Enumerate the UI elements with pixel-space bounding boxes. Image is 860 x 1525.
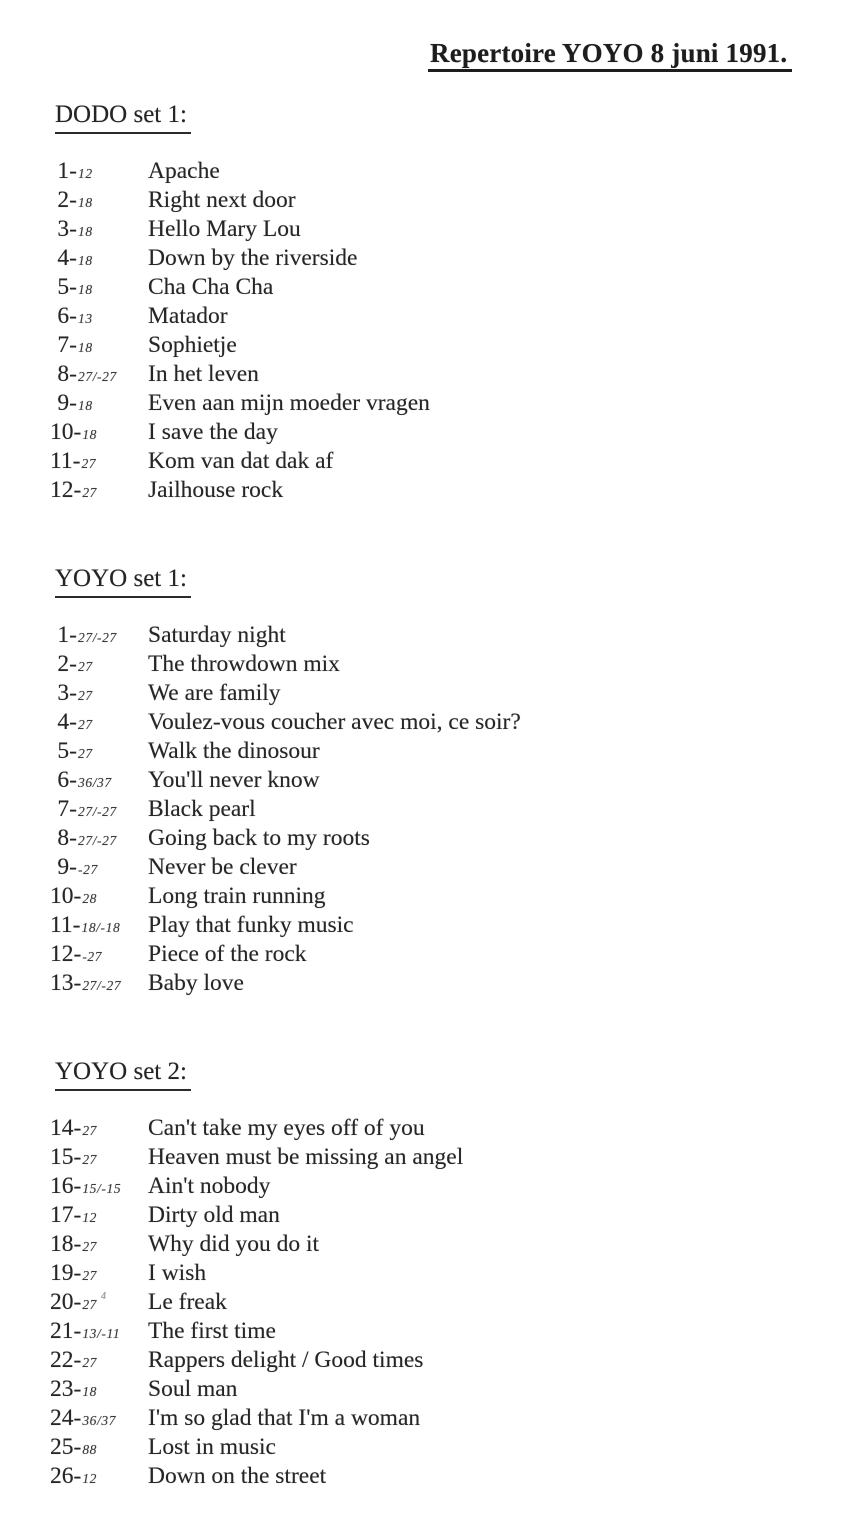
song-number-column [50,622,121,648]
page-title: Repertoire YOYO 8 juni 1991. [428,38,792,72]
song-number: 7- [57,796,77,822]
song-row [50,621,850,650]
song-number: 11- [50,448,81,474]
song-title: I save the day [148,419,278,445]
song-number-column [50,158,97,184]
song-sub-number: 18 [78,253,93,268]
song-title: Lost in music [148,1434,276,1460]
song-row [50,1172,850,1201]
song-sub-number: -27 [82,949,103,964]
song-number: 19- [50,1260,82,1286]
song-sub-number: 18/-18 [81,920,121,935]
song-sub-number: 12 [82,1210,98,1225]
song-sub-number: 27 [82,485,98,500]
song-title: Heaven must be missing an angel [148,1144,464,1170]
song-list [50,1114,850,1491]
song-row [50,1114,850,1143]
song-number-column [50,912,124,938]
song-row [50,476,850,505]
song-sub-number: 28 [82,891,98,906]
song-number: 24- [50,1405,82,1431]
song-title: In het leven [148,361,259,387]
song-number: 11- [50,912,81,938]
song-number-column [50,187,97,213]
pencil-mark: 4 [101,1291,107,1302]
song-title: Play that funky music [148,912,354,938]
song-number-column [50,419,101,445]
song-sub-number: 27/-27 [78,833,117,848]
set-heading-label: YOYO set 2: [55,1055,191,1091]
song-row [50,1375,850,1404]
song-title: Why did you do it [148,1231,320,1257]
song-row [50,157,850,186]
song-number-column [50,274,97,300]
song-title: Apache [148,158,220,184]
song-title: Piece of the rock [148,941,307,967]
song-sub-number: 27 [78,746,93,761]
song-sub-number: 12 [78,166,93,181]
song-sub-number: 27 [82,1152,98,1167]
song-sub-number: 27/-27 [78,630,117,645]
song-row [50,795,850,824]
set-heading-label: DODO set 1: [55,98,191,134]
song-sub-number: 18 [78,195,93,210]
song-title: Even aan mijn moeder vragen [148,390,430,416]
song-number: 3- [57,680,77,706]
song-number-column [50,390,97,416]
song-number-column [50,1144,101,1170]
song-number: 1- [57,158,77,184]
song-title: Black pearl [148,796,256,822]
song-title: Long train running [148,883,326,909]
song-row [50,679,850,708]
song-number-column [50,1405,120,1431]
song-number: 7- [57,332,77,358]
song-number-column [50,796,121,822]
song-number: 1- [57,622,77,648]
song-title: Saturday night [148,622,286,648]
song-title: Hello Mary Lou [148,216,301,242]
song-sub-number: 27 [82,1239,98,1254]
song-title: Dirty old man [148,1202,280,1228]
song-sub-number: 36/37 [78,775,112,790]
song-row [50,940,850,969]
song-number: 26- [50,1463,82,1489]
set-heading [55,98,850,134]
song-sub-number: 13 [78,311,93,326]
song-list [50,157,850,505]
song-title: I wish [148,1260,207,1286]
song-title: Cha Cha Cha [148,274,274,300]
song-title: Jailhouse rock [148,477,284,503]
song-number-column [50,361,121,387]
song-title: We are family [148,680,281,706]
song-title: I'm so glad that I'm a woman [148,1405,421,1431]
song-sub-number: 88 [82,1442,98,1457]
set-section [50,98,850,505]
song-number: 20- [50,1289,82,1315]
song-number: 25- [50,1434,82,1460]
song-number-column [50,1434,101,1460]
song-number-column [50,970,125,996]
song-number-column [50,883,101,909]
song-row [50,1288,850,1317]
song-sub-number: 12 [82,1471,98,1486]
song-row [50,969,850,998]
song-row [50,186,850,215]
song-sub-number: 27/-27 [78,804,117,819]
song-number: 8- [57,825,77,851]
song-title: Le freak [148,1289,227,1315]
song-number-column [50,767,116,793]
song-number: 5- [57,738,77,764]
song-number: 21- [50,1318,82,1344]
song-number: 6- [57,767,77,793]
song-row [50,1143,850,1172]
song-row [50,360,850,389]
song-number-column [50,1463,101,1489]
song-title: Kom van dat dak af [148,448,334,474]
song-sub-number: 18 [82,1384,98,1399]
song-row [50,1201,850,1230]
song-row [50,418,850,447]
song-title: Baby love [148,970,244,996]
song-sub-number: 18 [78,340,93,355]
song-row [50,244,850,273]
song-number-column [50,1173,125,1199]
song-row [50,1404,850,1433]
song-number: 15- [50,1144,82,1170]
song-number: 14- [50,1115,82,1141]
set-section [50,562,850,998]
song-number-column [50,1115,101,1141]
song-number: 5- [57,274,77,300]
song-number-column [50,680,97,706]
song-number-column [50,477,101,503]
song-row [50,882,850,911]
song-title: Voulez-vous coucher avec moi, ce soir? [148,709,521,735]
song-row [50,1259,850,1288]
song-sub-number: 18 [78,224,93,239]
song-number-column [50,1231,101,1257]
song-title: Down on the street [148,1463,327,1489]
song-number-column [50,709,97,735]
song-row [50,650,850,679]
song-number: 13- [50,970,82,996]
song-row [50,1317,850,1346]
song-number-column [50,738,97,764]
set-section [50,1055,850,1491]
song-sub-number: 27/-27 [82,978,122,993]
song-number-column [50,941,106,967]
song-number: 6- [57,303,77,329]
song-row [50,824,850,853]
song-sub-number: 27 [82,1123,98,1138]
song-number: 18- [50,1231,82,1257]
song-sub-number: 13/-11 [82,1326,121,1341]
song-row [50,766,850,795]
song-title: Matador [148,303,228,329]
song-sub-number: 27/-27 [78,369,117,384]
song-number: 3- [57,216,77,242]
song-row [50,1462,850,1491]
song-title: Rappers delight / Good times [148,1347,424,1373]
song-number-column [50,651,97,677]
song-title: Sophietje [148,332,237,358]
song-row [50,273,850,302]
song-title: Can't take my eyes off of you [148,1115,425,1141]
song-title: The throwdown mix [148,651,340,677]
song-number: 4- [57,245,77,271]
song-number: 8- [57,361,77,387]
song-row [50,708,850,737]
song-sub-number: 15/-15 [82,1181,122,1196]
song-number-column [50,1318,124,1344]
song-title: Soul man [148,1376,238,1402]
set-heading-label: YOYO set 1: [55,562,191,598]
song-sub-number: 27 [82,1268,98,1283]
song-number: 10- [50,419,82,445]
song-title: You'll never know [148,767,320,793]
song-number: 2- [57,187,77,213]
song-row [50,1230,850,1259]
song-sub-number: 18 [78,282,93,297]
set-heading [55,1055,850,1091]
song-number-column [50,1260,101,1286]
song-number-column [50,245,97,271]
song-number-column [50,1376,101,1402]
song-title: Walk the dinosour [148,738,320,764]
song-row [50,853,850,882]
song-sub-number: 27 [82,1297,98,1312]
song-row [50,737,850,766]
song-number-column [50,216,97,242]
song-sub-number: 18 [78,398,93,413]
song-list [50,621,850,998]
song-row [50,215,850,244]
song-sub-number: 27 [78,688,93,703]
song-title: The first time [148,1318,276,1344]
song-row [50,1433,850,1462]
song-number-column [50,1289,106,1315]
song-number: 2- [57,651,77,677]
song-number-column [50,854,102,880]
song-sub-number: 18 [82,427,98,442]
song-title: Going back to my roots [148,825,370,851]
song-title: Right next door [148,187,296,213]
song-number: 12- [50,941,82,967]
song-number: 4- [57,709,77,735]
song-row [50,447,850,476]
song-title: Never be clever [148,854,297,880]
song-number-column [50,1347,101,1373]
song-number-column [50,825,121,851]
song-number: 10- [50,883,82,909]
song-sub-number: 27 [78,717,93,732]
song-number: 9- [57,854,77,880]
song-row [50,911,850,940]
song-sub-number: -27 [78,862,98,877]
song-number-column [50,1202,101,1228]
song-number: 12- [50,477,82,503]
song-row [50,302,850,331]
song-number: 23- [50,1376,82,1402]
song-sub-number: 27 [82,1355,98,1370]
song-sub-number: 27 [78,659,93,674]
song-row [50,331,850,360]
song-number-column [50,303,97,329]
song-row [50,1346,850,1375]
song-row [50,389,850,418]
song-number: 16- [50,1173,82,1199]
sections-container [50,98,850,1491]
song-number-column [50,448,100,474]
song-sub-number: 27 [81,456,97,471]
song-number: 9- [57,390,77,416]
song-title: Down by the riverside [148,245,358,271]
song-sub-number: 36/37 [82,1413,117,1428]
song-number: 17- [50,1202,82,1228]
song-title: Ain't nobody [148,1173,271,1199]
set-heading [55,562,850,598]
song-number: 22- [50,1347,82,1373]
song-number-column [50,332,97,358]
